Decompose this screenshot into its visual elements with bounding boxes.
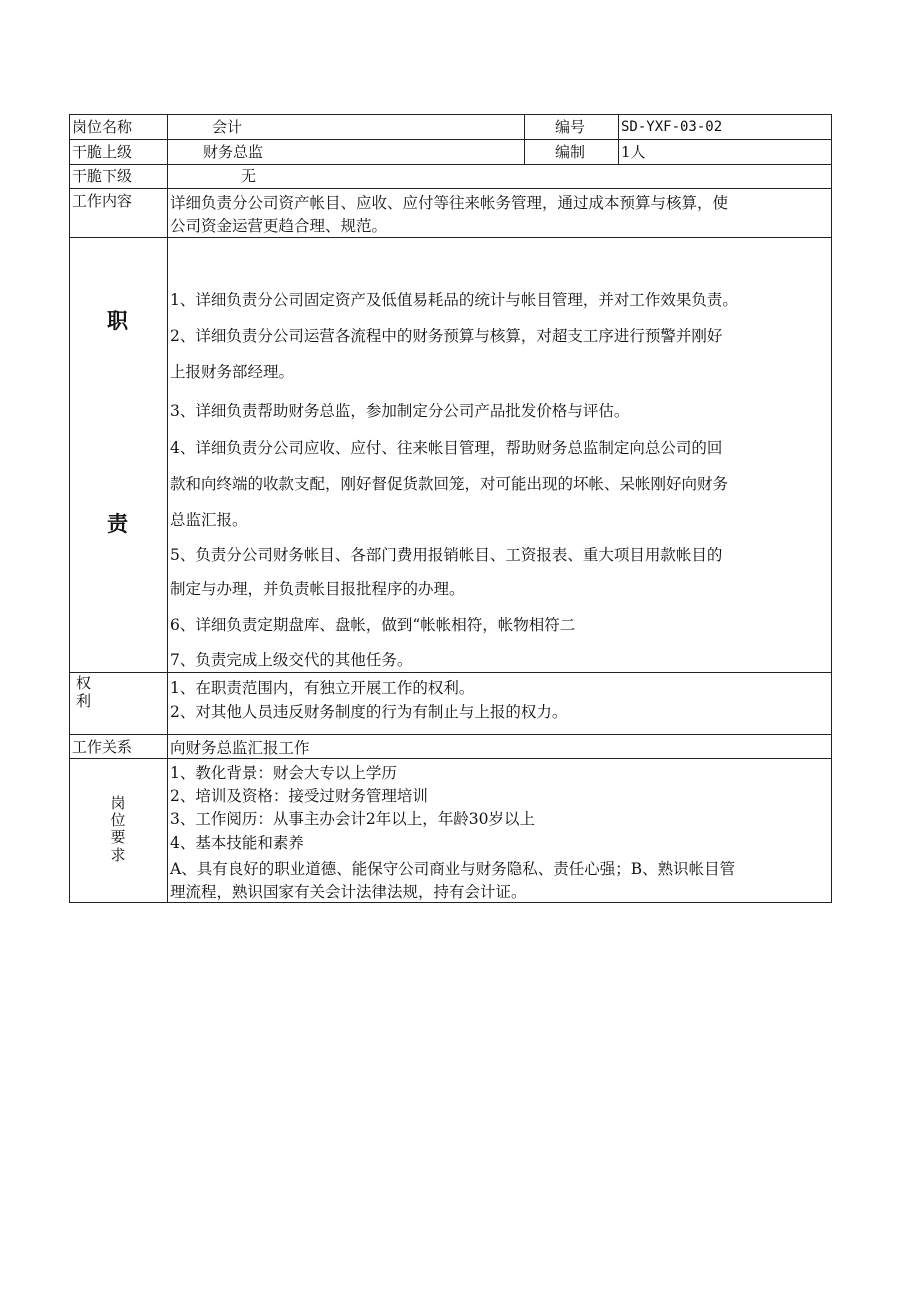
duty-line: 3、详细负责帮助财务总监，参加制定分公司产品批发价格与评估。 (170, 402, 630, 420)
table-border-bottom (69, 902, 832, 903)
rights-label-char: 权 (76, 674, 92, 692)
row-divider (69, 188, 832, 189)
requirements-label-char: 位 (110, 811, 126, 829)
duties-label-char: 职 (107, 309, 128, 333)
requirements-label-char: 要 (110, 828, 126, 846)
row-divider (69, 139, 832, 140)
requirement-line: 理流程，熟识国家有关会计法律法规，持有会计证。 (170, 883, 527, 901)
requirement-line: 1、教化背景：财会大专以上学历 (170, 764, 397, 782)
position-name-label: 岗位名称 (72, 118, 133, 136)
duty-line: 款和向终端的收款支配，刚好督促货款回笼，对可能出现的坏帐、呆帐刚好向财务 (170, 475, 729, 493)
requirements-label-char: 求 (110, 846, 126, 864)
right-line: 2、对其他人员违反财务制度的行为有制止与上报的权力。 (170, 703, 568, 721)
table-border-right (831, 114, 832, 903)
duties-label-char: 责 (107, 512, 128, 536)
direct-subordinate-label: 干脆下级 (72, 167, 133, 185)
direct-subordinate-value: 无 (241, 167, 257, 185)
duty-line: 总监汇报。 (170, 511, 248, 529)
value-column-divider (524, 114, 525, 164)
requirement-line: A、具有良好的职业道德、能保守公司商业与财务隐私、责任心强；B、熟识帐目管 (170, 860, 736, 878)
duty-line: 2、详细负责分公司运营各流程中的财务预算与核算，对超支工序进行预警并刚好 (170, 327, 723, 345)
table-border-left (69, 114, 70, 903)
row-divider (69, 237, 832, 238)
code-value: SD-YXF-03-02 (621, 119, 723, 135)
staffing-label: 编制 (555, 143, 586, 161)
duty-line: 上报财务部经理。 (170, 363, 295, 381)
row-divider (69, 672, 832, 673)
work-relations-value: 向财务总监汇报工作 (170, 739, 310, 757)
requirement-line: 4、基本技能和素养 (170, 834, 304, 852)
work-content-line: 公司资金运营更趋合理、规范。 (170, 217, 388, 235)
table-border-top (69, 114, 832, 115)
requirement-line: 2、培训及资格：接受过财务管理培训 (170, 787, 428, 805)
work-content-label: 工作内容 (72, 192, 133, 210)
duty-line: 4、详细负责分公司应收、应付、往来帐目管理，帮助财务总监制定向总公司的回 (170, 439, 723, 457)
direct-superior-label: 干脆上级 (72, 143, 133, 161)
row-divider (69, 758, 832, 759)
requirements-label-char: 岗 (110, 794, 126, 812)
row-divider (69, 734, 832, 735)
duty-line: 6、详细负责定期盘库、盘帐，做到“帐帐相符，帐物相符二 (170, 616, 576, 634)
direct-superior-value: 财务总监 (203, 143, 264, 161)
staffing-value: 1人 (621, 143, 646, 161)
duty-line: 制定与办理，并负责帐目报批程序的办理。 (170, 580, 465, 598)
rights-label-char: 利 (76, 692, 92, 710)
work-relations-label: 工作关系 (72, 738, 133, 756)
duty-line: 1、详细负责分公司固定资产及低值易耗品的统计与帐目管理，并对工作效果负责。 (170, 291, 738, 309)
right-line: 1、在职责范围内，有独立开展工作的权利。 (170, 679, 475, 697)
requirement-line: 3、工作阅历：从事主办会计2年以上，年龄30岁以上 (170, 810, 535, 828)
code-label: 编号 (555, 118, 586, 136)
label-column-divider (167, 114, 168, 903)
duty-line: 5、负责分公司财务帐目、各部门费用报销帐目、工资报表、重大项目用款帐目的 (170, 546, 723, 564)
duty-line: 7、负责完成上级交代的其他任务。 (170, 651, 413, 669)
work-content-line: 详细负责分公司资产帐目、应收、应付等往来帐务管理，通过成本预算与核算，使 (170, 194, 729, 212)
position-name-value: 会计 (212, 118, 243, 136)
code-column-divider (618, 114, 619, 164)
row-divider (69, 164, 832, 165)
